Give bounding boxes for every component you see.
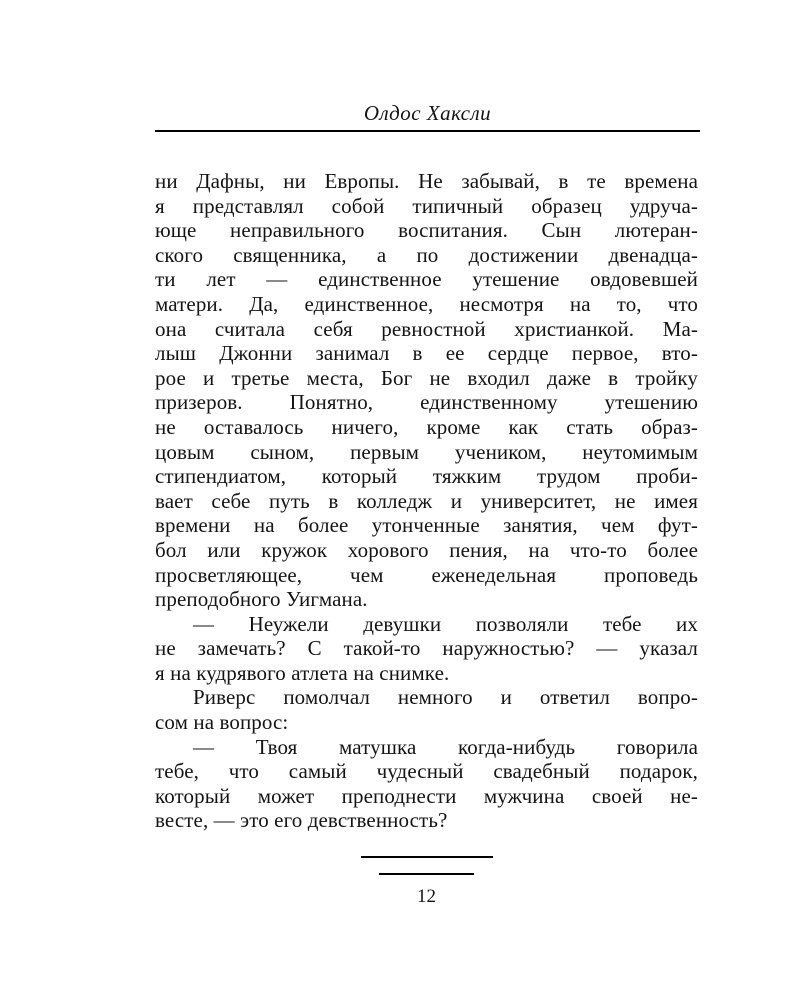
text-line: не замечать? С такой-то наружностью? — указал bbox=[155, 636, 698, 661]
body-text bbox=[155, 169, 698, 833]
text-line: бол или кружок хорового пения, на что-то более bbox=[155, 537, 698, 562]
divider-line-bottom bbox=[379, 873, 474, 875]
text-line: ни Дафны, ни Европы. Не забывай, в те времена bbox=[155, 169, 698, 193]
text-line: я на кудрявого атлета на снимке. bbox=[155, 660, 450, 685]
header-rule bbox=[155, 130, 700, 132]
text-line: стипендиатом, который тяжким трудом проби- bbox=[155, 464, 698, 489]
text-line: весте, — это его девственность? bbox=[155, 808, 448, 833]
text-line: лыш Джонни занимал в ее сердце первое, вто- bbox=[155, 341, 698, 366]
divider-line-top bbox=[361, 856, 493, 858]
text-line: — Твоя матушка когда-нибудь говорила bbox=[193, 734, 698, 759]
text-line: ского священника, а по достижении двенадца- bbox=[155, 242, 698, 267]
section-divider bbox=[155, 856, 698, 875]
text-line: который может преподнести мужчина своей не- bbox=[155, 783, 698, 808]
text-line: Риверс помолчал немного и ответил вопро- bbox=[193, 685, 698, 710]
text-line: тебе, что самый чудесный свадебный подарок, bbox=[155, 759, 698, 784]
text-line: юще неправильного воспитания. Сын лютеран- bbox=[155, 218, 698, 243]
text-line: преподобного Уигмана. bbox=[155, 587, 368, 612]
text-line: матери. Да, единственное, несмотря на то, что bbox=[155, 291, 698, 316]
text-line: сом на вопрос: bbox=[155, 710, 289, 735]
text-line: рое и третье места, Бог не входил даже в тройку bbox=[155, 365, 698, 390]
text-line: цовым сыном, первым учеником, неутомимым bbox=[155, 439, 698, 464]
text-line: ти лет — единственное утешение овдовевшей bbox=[155, 267, 698, 292]
text-line: просветляющее, чем еженедельная проповедь bbox=[155, 562, 698, 587]
running-head: Олдос Хаксли bbox=[363, 101, 492, 125]
text-line: призеров. Понятно, единственному утешению bbox=[155, 390, 698, 415]
text-line: времени на более утонченные занятия, чем фут- bbox=[155, 513, 698, 538]
page-number: 12 bbox=[417, 886, 436, 907]
text-line: вает себе путь в колледж и университет, не имея bbox=[155, 488, 698, 513]
text-line: она считала себя ревностной христианкой. Ма- bbox=[155, 316, 698, 341]
text-line: я представлял собой типичный образец удруча- bbox=[155, 193, 698, 218]
text-line: не оставалось ничего, кроме как стать образ- bbox=[155, 414, 698, 439]
text-line: — Неужели девушки позволяли тебе их bbox=[193, 611, 698, 636]
